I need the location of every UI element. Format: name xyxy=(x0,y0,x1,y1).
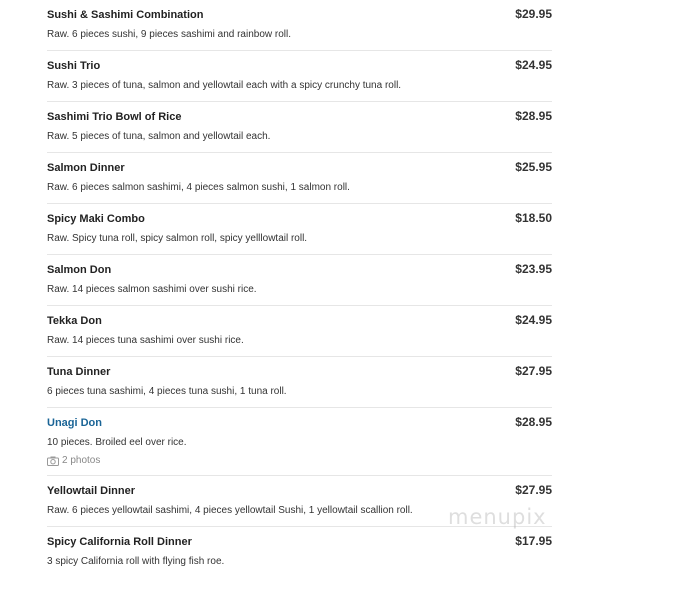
item-price: $29.95 xyxy=(515,7,552,21)
menu-item xyxy=(47,357,552,408)
item-description: Raw. 14 pieces salmon sashimi over sushi rice. xyxy=(47,284,257,295)
item-name: Sushi Trio xyxy=(47,60,101,72)
item-description: Raw. 3 pieces of tuna, salmon and yellowtail each with a spicy crunchy tuna roll. xyxy=(47,80,402,91)
camera-icon xyxy=(47,456,59,466)
menu-item xyxy=(47,0,552,51)
photos-link[interactable] xyxy=(47,454,552,468)
item-name: Yellowtail Dinner xyxy=(47,485,136,497)
item-price: $28.95 xyxy=(515,415,552,429)
item-description: Raw. 6 pieces salmon sashimi, 4 pieces salmon sushi, 1 salmon roll. xyxy=(47,182,350,193)
item-name: Sushi & Sashimi Combination xyxy=(47,9,204,21)
item-price: $24.95 xyxy=(515,58,552,72)
item-description: Raw. 14 pieces tuna sashimi over sushi rice. xyxy=(47,335,244,346)
menu-list xyxy=(47,0,552,577)
item-description: 10 pieces. Broiled eel over rice. xyxy=(47,437,187,448)
menu-item xyxy=(47,153,552,204)
item-description: Raw. 6 pieces yellowtail sashimi, 4 pieces yellowtail Sushi, 1 yellowtail scallion roll. xyxy=(47,505,413,516)
watermark: menupix xyxy=(448,505,547,529)
item-name: Sashimi Trio Bowl of Rice xyxy=(47,111,182,123)
menu-item xyxy=(47,306,552,357)
item-description: Raw. Spicy tuna roll, spicy salmon roll, spicy yelllowtail roll. xyxy=(47,233,308,244)
item-price: $27.95 xyxy=(515,483,552,497)
item-name: Tuna Dinner xyxy=(47,366,111,378)
item-price: $27.95 xyxy=(515,364,552,378)
item-name-link[interactable]: Unagi Don xyxy=(47,417,102,429)
item-name: Spicy Maki Combo xyxy=(47,213,145,225)
item-name: Salmon Dinner xyxy=(47,162,125,174)
item-price: $18.50 xyxy=(515,211,552,225)
item-price: $25.95 xyxy=(515,160,552,174)
menu-item xyxy=(47,102,552,153)
item-description: Raw. 6 pieces sushi, 9 pieces sashimi and rainbow roll. xyxy=(47,29,292,40)
item-name: Spicy California Roll Dinner xyxy=(47,536,192,548)
item-price: $17.95 xyxy=(515,534,552,548)
item-price: $24.95 xyxy=(515,313,552,327)
menu-item xyxy=(47,527,552,577)
menu-item xyxy=(47,255,552,306)
photos-count: 2 photos xyxy=(62,455,101,466)
item-price: $28.95 xyxy=(515,109,552,123)
item-name: Tekka Don xyxy=(47,315,102,327)
item-description: 6 pieces tuna sashimi, 4 pieces tuna sushi, 1 tuna roll. xyxy=(47,386,287,397)
menu-item xyxy=(47,408,552,476)
item-price: $23.95 xyxy=(515,262,552,276)
item-description: Raw. 5 pieces of tuna, salmon and yellowtail each. xyxy=(47,131,271,142)
item-description: 3 spicy California roll with flying fish roe. xyxy=(47,556,225,567)
menu-item xyxy=(47,51,552,102)
menu-item xyxy=(47,204,552,255)
item-name: Salmon Don xyxy=(47,264,112,276)
